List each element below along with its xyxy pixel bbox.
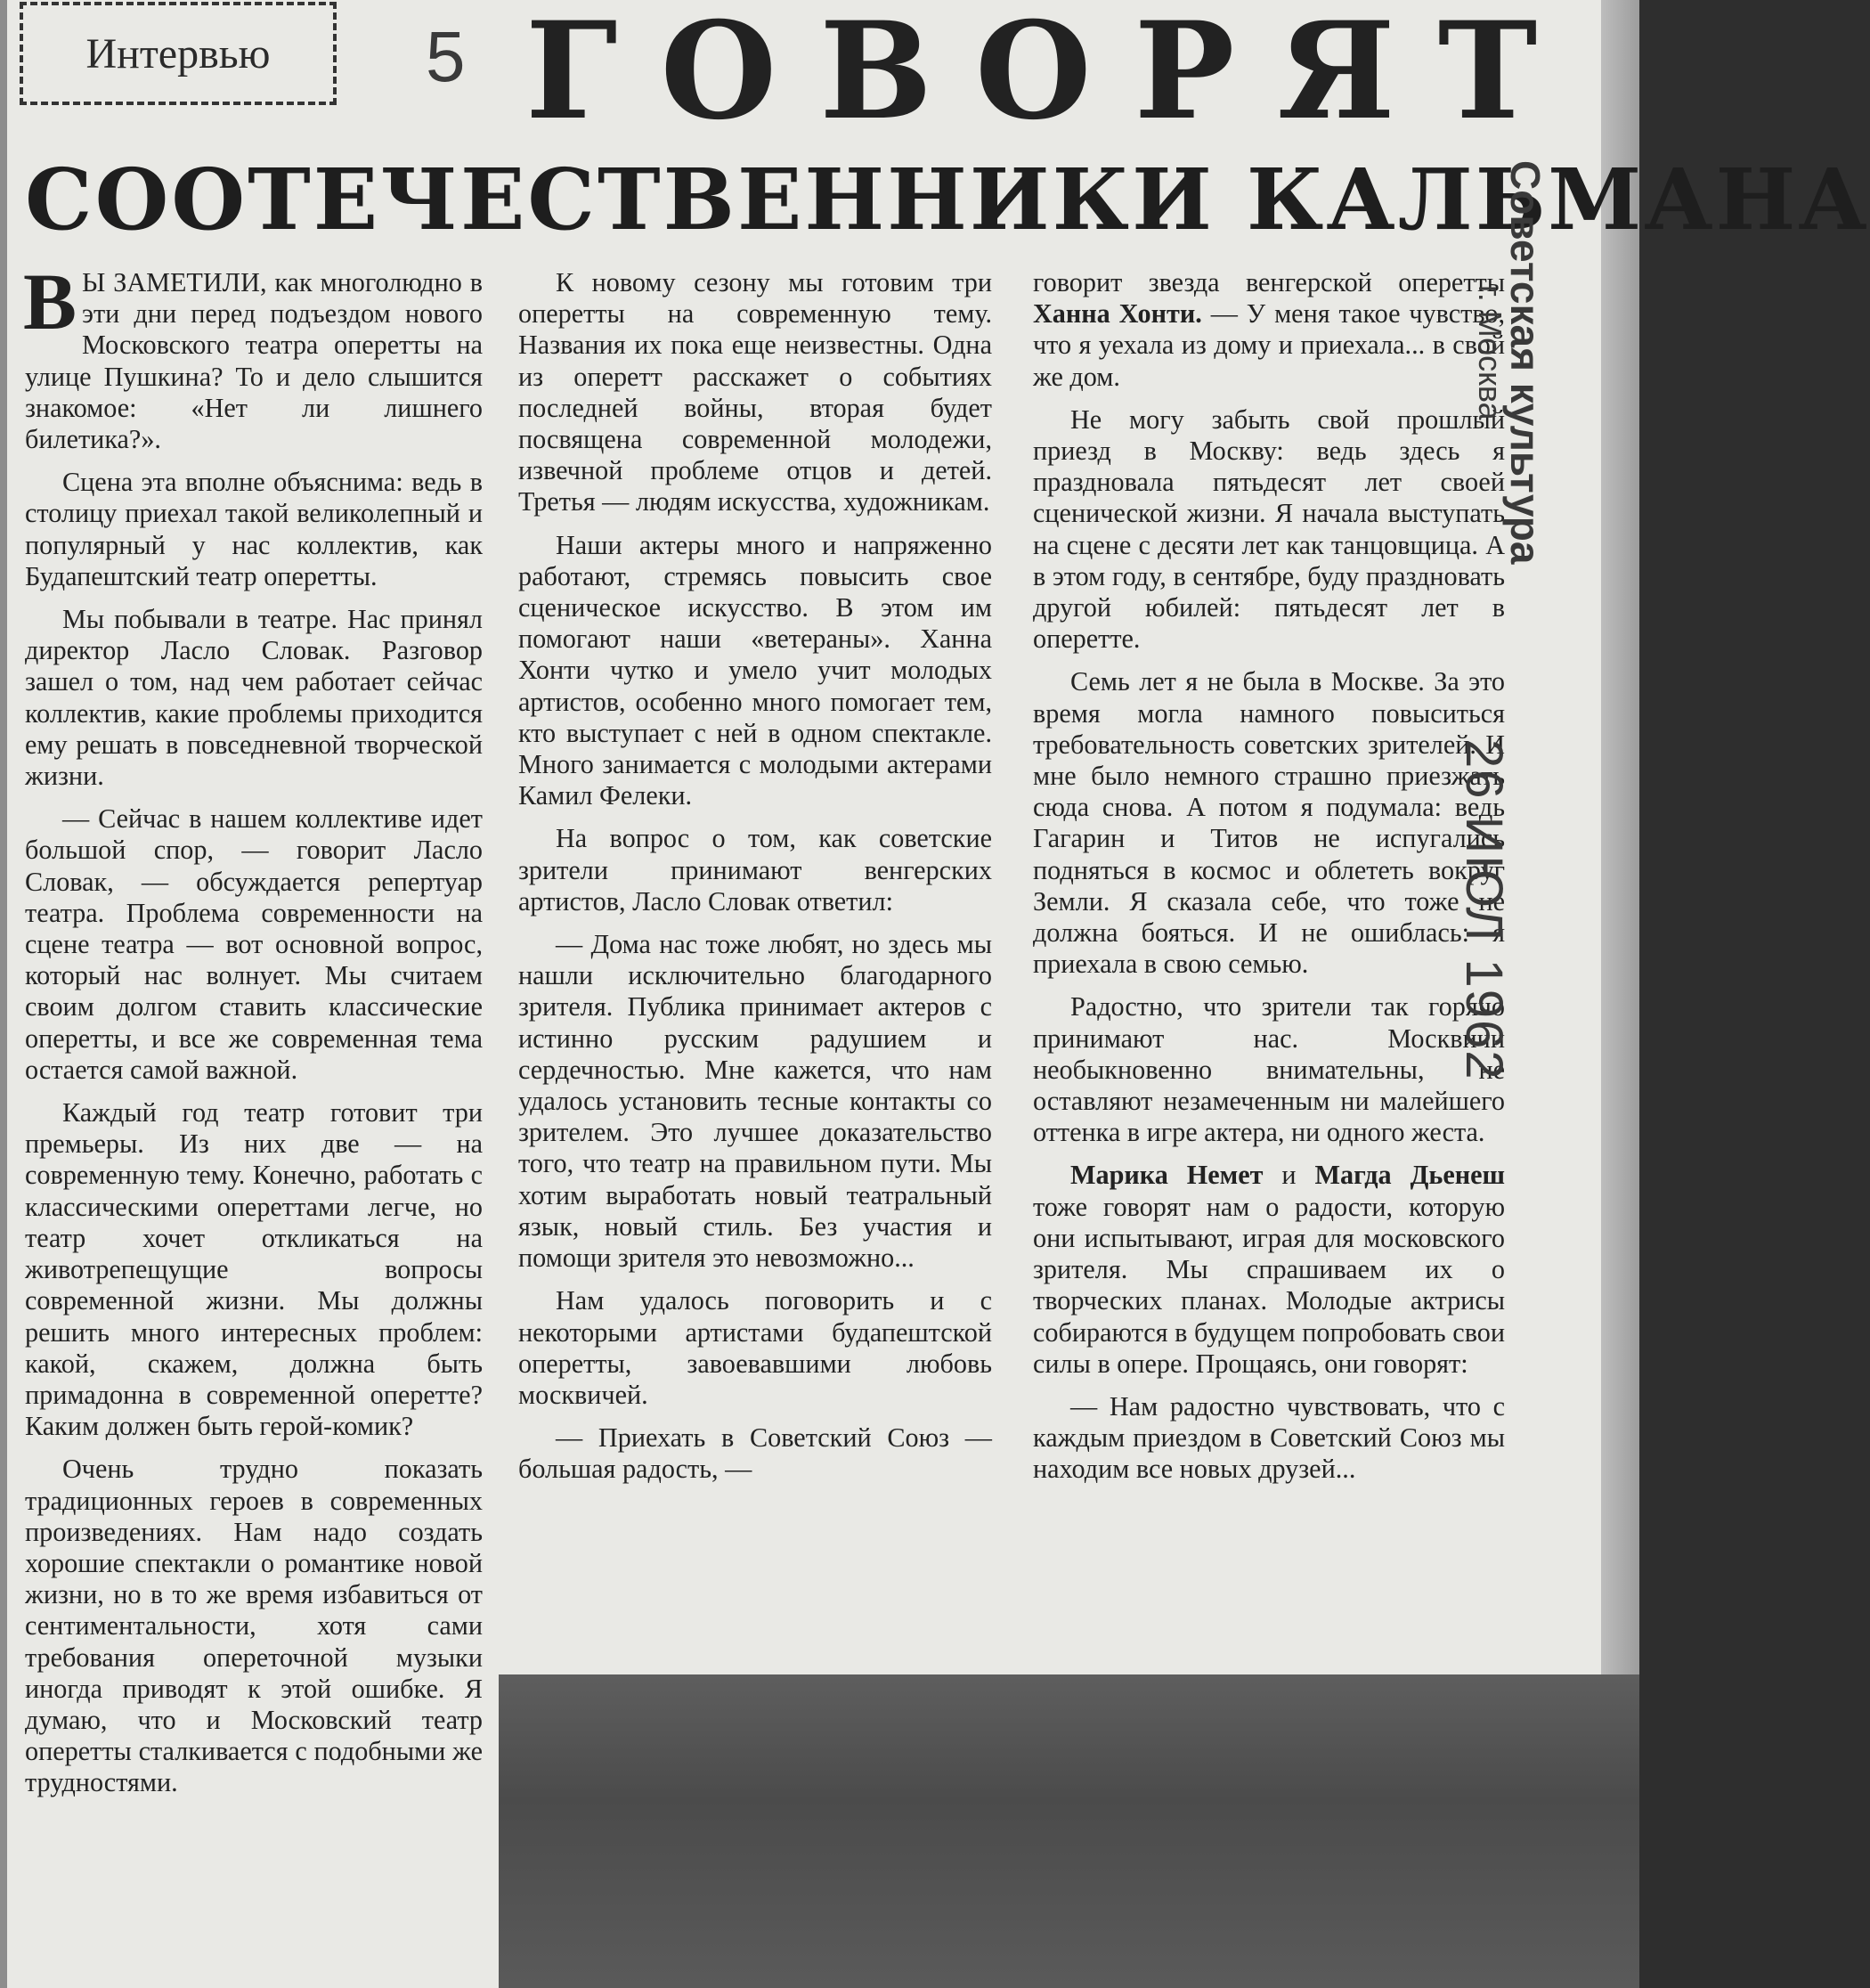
paragraph: К новому сезону мы готовим три оперетты на современную тему. Названия их пока еще неизвестны. Одна из оперетт расскажет о событиях последней войны, вторая будет посвящена современной молодежи, извечной проблеме отцов и детей. Третья — людям искусства, художникам. xyxy=(518,267,992,517)
paragraph xyxy=(1033,267,1505,393)
dropcap: В xyxy=(23,258,77,346)
paragraph-text: — У меня такое чувство, что я уехала из дому и приехала... в свой же дом. xyxy=(1033,298,1506,392)
paragraph: — Нам радостно чувствовать, что с каждым приездом в Советский Союз мы находим все новых друзей... xyxy=(1033,1390,1505,1485)
paragraph: Радостно, что зрители так горячо принимают нас. Москвичи необыкновенно внимательны, не оставляют незамеченным ни малейшего оттенка в игре актера, ни одного жеста. xyxy=(1033,991,1505,1148)
paragraph: Очень трудно показать традиционных героев в современных произведениях. Нам надо создать хорошие спектакли о романтике новой жизни, но в то же время избавиться от сентиментальности, хотя сами требования опереточной музыки иногда приводят к этой ошибке. Я думаю, что и Московский театр оперетты сталкивается с подобными же трудностями. xyxy=(25,1454,483,1798)
paragraph-text: говорит звезда венгерской оперетты xyxy=(1033,267,1505,297)
paragraph: Нам удалось поговорить и с некоторыми артистами будапештской оперетты, завоевавшими любовь москвичей. xyxy=(518,1285,992,1410)
paragraph: На вопрос о том, как советские зрители принимают венгерских артистов, Ласло Словак ответил: xyxy=(518,823,992,917)
paragraph: — Приехать в Советский Союз — большая радость, — xyxy=(518,1422,992,1485)
stamp-source: Советская культура xyxy=(1502,160,1549,565)
scan-shadow-band xyxy=(499,1674,1639,1988)
stamp-date: 26 ИЮЛ 1962 xyxy=(1455,739,1513,1081)
paragraph xyxy=(23,258,483,455)
handwritten-page-mark: 5 xyxy=(426,17,466,96)
paragraph-text: и xyxy=(1263,1160,1315,1191)
paragraph: — Сейчас в нашем коллективе идет большой спор, — говорит Ласло Словак, — обсуждается репертуар театра. Проблема современности на сцене театра — вот основной вопрос, который нас волнует. Мы считаем своим долгом ставить классические оперетты, и все же современная тема остается самой важной. xyxy=(25,803,483,1085)
person-name: Марика Немет xyxy=(1070,1160,1264,1191)
paragraph: Каждый год театр готовит три премьеры. Из них две — на современную тему. Конечно, работать с классическими опереттами легче, но театр хочет откликаться на животрепещущие вопросы современной жизни. Мы должны решить много интересных проблем: какой, скажем, должна быть примадонна в современной оперетте? Каким должен быть герой-комик? xyxy=(25,1097,483,1442)
person-name: Магда Дьенеш xyxy=(1314,1160,1505,1191)
article-column-3 xyxy=(1033,267,1505,1486)
headline-line2 xyxy=(25,151,1870,249)
rubric-label: Интервью xyxy=(20,2,337,105)
paragraph: Сцена эта вполне объяснима: ведь в столицу приехал такой великолепный и популярный у нас коллектив, как Будапештский театр оперетты. xyxy=(25,467,483,591)
headline-line1: ГОВОРЯТ xyxy=(525,0,1581,150)
person-name: Ханна Хонти. xyxy=(1033,298,1202,330)
paragraph: Не могу забыть свой прошлый приезд в Москву: ведь здесь я праздновала пятьдесят лет своей сценической жизни. Я начала выступать на сцене с десяти лет как танцовщица. А в этом году, в сентябре, буду праздновать другой юбилей: пятьдесят лет в оперетте. xyxy=(1033,403,1505,655)
scan-right-edge xyxy=(1601,0,1639,1674)
paragraph: Семь лет я не была в Москве. За это время могла намного повыситься требовательность советских зрителей. И мне было немного страшно приезжать сюда снова. А потом я подумала: ведь Гагарин и Титов не испугались подняться в космос и облететь вокруг Земли. Я сказала себе, что тоже не должна бояться. И не ошиблась: я приехала в свою семью. xyxy=(1033,666,1505,980)
date-stamp xyxy=(1455,160,1549,1407)
article-column-1 xyxy=(23,258,483,1799)
paragraph: Наши актеры много и напряженно работают, стремясь повысить свое сценическое искусство. В этом им помогают наши «ветераны». Ханна Хонти чутко и умело учит молодых артистов, особенно много помогает тем, кто выступает с ней в одном спектакле. Много занимается с молодыми актерами Камил Фелеки. xyxy=(518,529,992,811)
paragraph-text: тоже говорят нам о радости, которую они испытывают, играя для московского зрителя. Мы спрашиваем их о творческих планах. Молодые актрисы собираются в будущем попробовать свои силы в опере. Прощаясь, они говорят: xyxy=(1033,1191,1505,1379)
article-column-2 xyxy=(518,267,992,1486)
paragraph-text: Ы ЗАМЕТИЛИ, как многолюдно в эти дни перед подъездом нового Московского театра оперетты на улице Пушкина? То и дело слышится знакомое: «Нет ли лишнего билетика?». xyxy=(25,267,483,455)
paragraph xyxy=(1033,1160,1505,1379)
paragraph: Мы побывали в театре. Нас принял директор Ласло Словак. Разговор зашел о том, над чем работает сейчас коллектив, какие проблемы приходится ему решать в повседневной творческой жизни. xyxy=(25,604,483,792)
stamp-city: г. Москва xyxy=(1472,285,1508,420)
paragraph: — Дома нас тоже любят, но здесь мы нашли исключительно благодарного зрителя. Публика принимает актеров с истинно русским радушием и сердечностью. Мне кажется, что нам удалось установить тесные контакты со зрителем. Это лучшее доказательство того, что театр на правильном пути. Мы хотим выработать новый театральный язык, новый стиль. Без участия и помощи зрителя это невозможно... xyxy=(518,929,992,1274)
headline-line2-text: СООТЕЧЕСТВЕННИКИ КАЛЬМАНА xyxy=(25,151,1870,249)
